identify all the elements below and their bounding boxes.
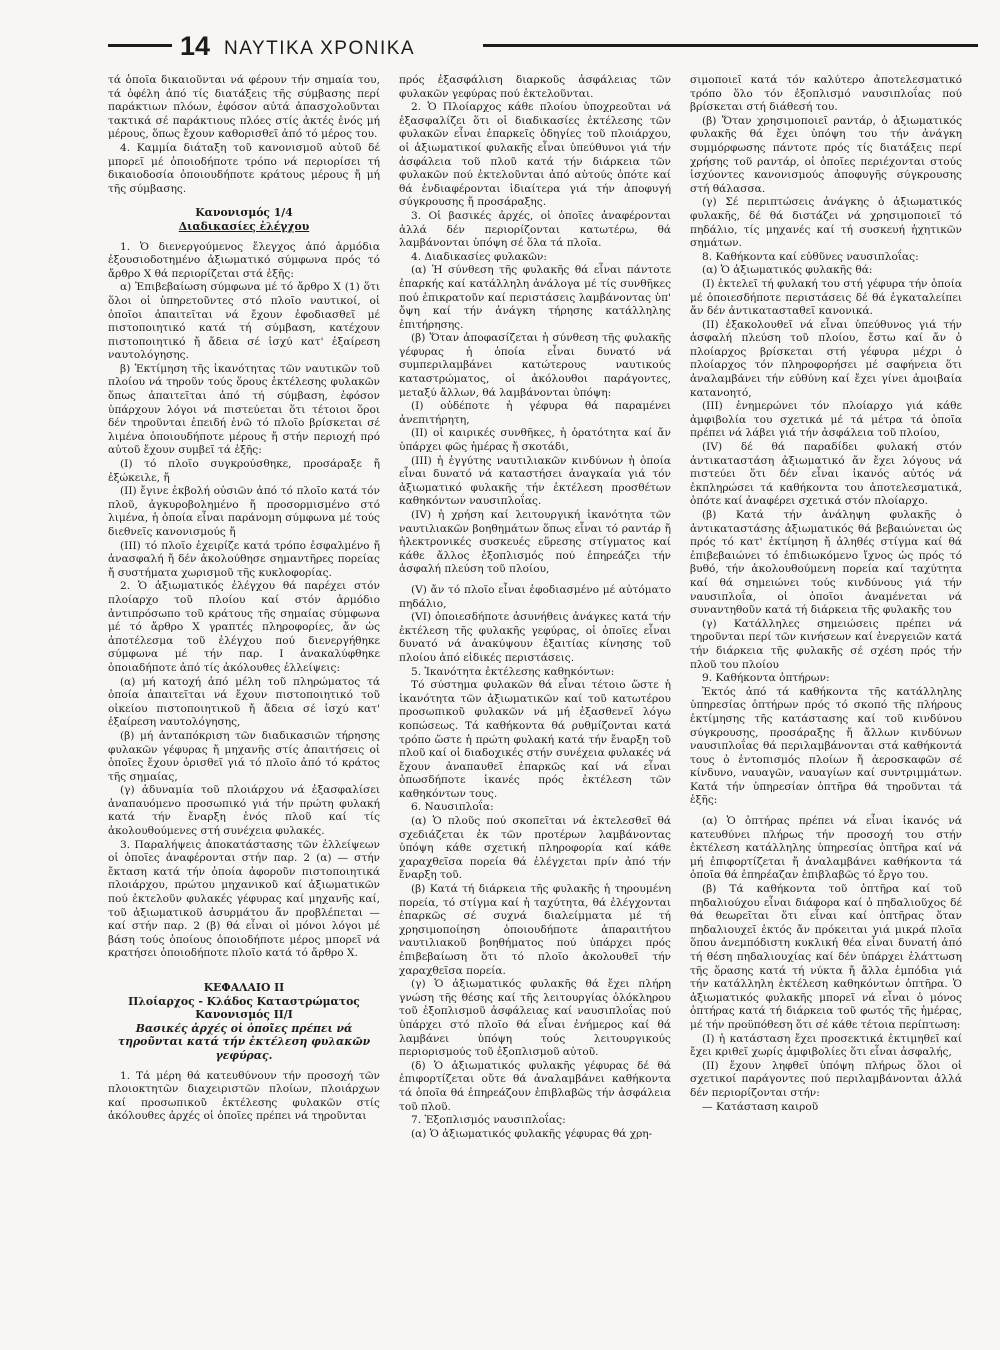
paragraph: σιμοποιεῖ κατά τόν καλύτερο ἀποτελεσματικό τρόπο ὅλο τόν ἐξοπλισμό ναυσιπλοΐας πού βρίσκεται στή διάθεσή του. [690, 74, 962, 114]
paragraph: (β) Τά καθήκοντα τοῦ ὀπτῆρα καί τοῦ πηδαλιούχου εἶναι διάφορα καί ὁ πηδαλιοῦχος δέ θά θεωρεῖται ὅτι εἶναι καί ὀπτῆρας ὅταν πηδαλιουχεῖ ἐκτός ἄν πρόκειται γιά μικρά πλοῖα ὅπου ἀνεμπόδιστη κυκλική θέα εἶναι δυνατή ἀπό τή θέση πηδαλιουχίας καί δέν ὑπάρχει ἐλάττωση τῆς ὅρασης κατά τή νύκτα ἤ ἄλλα ἐμπόδια γιά τήν κατάλληλη ἐκτέλεση καθηκόντων ὀπτῆρα. Ὁ ἀξιωματικός φυλακῆς μπορεῖ νά εἶναι ὁ μόνος ὀπτήρας κατά τή διάρκεια τοῦ φωτός τῆς ἡμέρας, μέ τήν προϋπόθεση ὅτι σέ κάθε τέτοια περίπτωση: [690, 883, 962, 1031]
paragraph: (α) Ὁ ὀπτήρας πρέπει νά εἶναι ἱκανός νά κατευθύνει πλήρως τήν προσοχή του στήν ἐκτέλεση κατάλληλης ὑπηρεσίας ὀπτῆρα καί νά μή ἐπιφορτίζεται ἤ ἀναλαμβάνει καθήκοντα τά ὁποῖα θά ἐπηρέαζαν ἐπιβλαβῶς τό ἔργο του. [690, 815, 962, 882]
paragraph: (γ) Ὁ ἀξιωματικός φυλακῆς θά ἔχει πλήρη γνώση τῆς θέσης καί τῆς λειτουργίας ὁλόκληρου τοῦ ἐξοπλισμοῦ ἀσφάλειας καί ναυσιπλοΐας πού ὑπάρχει στό πλοῖο θά εἶναι ἐνήμερος καί θά λαμβάνει ὑπόψη τούς λειτουργικούς περιορισμούς τοῦ ἐξοπλισμοῦ αὐτοῦ. [399, 978, 671, 1059]
paragraph: β) Ἐκτίμηση τῆς ἱκανότητας τῶν ναυτικῶν τοῦ πλοίου νά τηροῦν τούς ὅρους ἐκτέλεσης φυλακῶν ὅπως ἀπαιτεῖται ἀπό τή σύμβαση, ἐφόσον ὑπάρχουν λόγοι νά πιστεύεται ὅτι τέτοιοι ὅροι δέν τηροῦνται ἐπειδή ἐνῶ τό πλοῖο βρίσκεται σέ λιμένα ὁποιουδήποτε μέρους ἤ στήν περιοχή πρό αὐτοῦ ἔχουν συμβεῖ τά ἑξῆς: [108, 362, 380, 457]
paragraph: 3. Παραλήψεις ἀποκατάστασης τῶν ἐλλείψεων οἱ ὁποῖες ἀναφέρονται στήν παρ. 2 (α) — στήν ἔκταση κατά τήν ὁποία ἀφοροῦν πιστοποιητικά πλοιάρχου, πρώτου μηχανικοῦ καί ἀξιωματικῶν πού ἐκτελοῦν φυλακές γέφυρας καί μηχανῆς καί, τοῦ ἀξιωματικοῦ ἀσυρμάτου ἄν προβλέπεται — καί στήν παρ. 2 (β) θά εἶναι οἱ μόνοι λόγοι μέ βάση τούς ὁποίους ὁποιοδήποτε μέρος μπορεῖ νά κρατήσει ὁποιοδήποτε πλοῖο κατά τό ἄρθρο Χ. [108, 838, 380, 960]
paragraph: (ΙΙ) ἔχουν ληφθεῖ ὑπόψη πλήρως ὅλοι οἱ σχετικοί παράγοντες πού περιλαμβάνονται ἀλλά δέν περιορίζονται στήν: [690, 1059, 962, 1099]
paragraph: (Ι) ἡ κατάσταση ἔχει προσεκτικά ἐκτιμηθεῖ καί ἔχει κριθεῖ χωρίς ἀμφιβολίες ὅτι εἶναι ἀσφαλής, [690, 1032, 962, 1059]
paragraph: (α) Ὁ πλοῦς πού σκοπεῖται νά ἐκτελεσθεῖ θά σχεδιάζεται ἐκ τῶν προτέρων λαμβάνοντας ὑπόψη κάθε σχετική πληροφορία καί κάθε χαραχθεῖσα πορεία θά ἐλέγχεται πρίν ἀπό τήν ἔναρξη τοῦ. [399, 815, 671, 882]
paragraph: 2. Ὁ ἀξιωματικός ἐλέγχου θά παρέχει στόν πλοίαρχο τοῦ πλοίου καί στόν ἁρμόδιο ἀντιπρόσωπο τοῦ κράτους τῆς σημαίας σύμφωνα μέ τό ἄρθρο Χ γραπτές πληροφορίες, ἄν ὡς ἀποτέλεσμα τοῦ ἐλέγχου πού διενεργήθηκε σύμφωνα μέ τήν παρ. Ι ἀνακαλύφθηκε ὁποιαδήποτε ἀπό τίς ἀκόλουθες ἐλλείψεις: [108, 580, 380, 674]
paragraph: (ΙV) δέ θά παραδίδει φυλακή στόν ἀντικαταστάση ἀξιωματικό ἄν ἔχει λόγους νά πιστεύει ὅτι δέν εἶναι ἱκανός αὐτός νά ἐκπληρώσει τά καθήκοντα του ἀποτελεσματικά, ὁπότε καί ἀναφέρει σχετικά στόν πλοίαρχο. [690, 441, 962, 508]
paragraph: 2. Ὁ Πλοίαρχος κάθε πλοίου ὑποχρεοῦται νά ἐξασφαλίζει ὅτι οἱ διαδικασίες ἐκτέλεσης τῶν φυλακῶν εἶναι ἐπαρκεῖς ὁδηγίες τοῦ πλοιάρχου, οἱ ἀξιωματικοί φυλακῆς εἶναι ὑπεύθυνοι γιά τήν ἀσφάλεια τοῦ πλοῦ κατά τήν διάρκεια τῶν φυλακῶν πού ἐκτελοῦνται ἀπό αὐτούς ὁπότε καί θά ἐνδιαφέρονται ἰδιαίτερα γιά τήν ἀποφυγή σύγκρουσης ἤ προσάραξης. [399, 101, 671, 209]
regulation-heading: Κανονισμός ΙΙ/Ι [195, 1008, 293, 1022]
paragraph: (β) Κατά τή διάρκεια τῆς φυλακῆς ἡ τηρουμένη πορεία, τό στίγμα καί ἡ ταχύτητα, θά ἐλέγχονται ἐπαρκῶς σέ συχνά διαλείμματα μέ τή χρησιμοποίηση ὁποιουδήποτε ἀπαραιτήτου ναυτιλιακοῦ βοηθήματος πού ὑπάρχει πρός ἐπιβεβαίωση ὅτι τό πλοῖο ἀκολουθεῖ τήν χαραχθεῖσα πορεία. [399, 883, 671, 977]
paragraph: (β) Ὅταν ἀποφασίζεται ἡ σύνθεση τῆς φυλακῆς γέφυρας ἡ ὁποία εἶναι δυνατό νά συμπεριλαμβάνει κατώτερους ναυτικούς καταστρώματος, οἱ ἀκόλουθοι παράγοντες, μεταξύ ἄλλων, θά λαμβάνονται ὑπόψη: [399, 332, 671, 399]
paragraph: Ἐκτός ἀπό τά καθήκοντα τῆς κατάλληλης ὑπηρεσίας ὀπτήρων πρός τό σκοπό τῆς πλήρους ἐκτίμησης τῆς κατάστασης καί τοῦ κινδύνου σύγκρουσης, προσάραξης ἤ ἄλλων κινδύνων ναυσιπλοΐας θά περιλαμβάνονται στά καθήκοντά τους ὁ ἐντοπισμός πλοίων ἤ ἀεροσκαφῶν σέ κίνδυνο, ναυαγῶν, ναυαγίων καί συντριμμάτων. Κατά τήν ὑπηρεσίαν ὀπτῆρα θά τηροῦνται τά ἑξῆς: [690, 685, 962, 807]
paragraph: (α) μή κατοχή ἀπό μέλη τοῦ πληρώματος τά ὁποία ἀπαιτεῖται νά ἔχουν πιστοποιητικό τοῦ οἰκείου πιστοποιητικοῦ ἤ ἄδεια σέ ἰσχύ κατ' ἐξαίρεση ναυτολόγησης, [108, 675, 380, 729]
paragraph: 7. Ἐξοπλισμός ναυσιπλοΐας: [411, 1114, 566, 1127]
paragraph: (Ι) ἐκτελεῖ τή φυλακή του στή γέφυρα τήν ὁποία μέ ὁποιεσδήποτε περιστάσεις δέ θά ἐγκαταλείπει ἄν δέν ἀντικατασταθεῖ κανονικά. [690, 277, 962, 318]
paragraph: (β) Κατά τήν ἀνάληψη φυλακῆς ὁ ἀντικαταστάσης ἀξιωματικός θά βεβαιώνεται ὡς πρός τό κατ' ἐκτίμηση ἤ ἀληθές στίγμα καί θά ἐπιβεβαιώνει τό ἐπιδιωκόμενο ἴχνος ὡς πρός τό βυθό, τήν ἀκολουθούμενη πορεία καί ταχύτητα καί θά σημειώνει τούς κινδύνους γιά τήν ναυσιπλοΐα, οἱ ὁποῖοι ἀναμένεται νά συναντηθοῦν κατά τή διάρκεια τῆς φυλακῆς του [690, 509, 962, 617]
paragraph: (VI) ὁποιεσδήποτε ἀσυνήθεις ἀνάγκες κατά τήν ἐκτέλεση τῆς φυλακῆς γεφύρας, οἱ ὁποῖες εἶναι δυνατό νά ἀνακύψουν ἐξαιτίας κίνησης τοῦ πλοίου ἀπό εἰδικές περιστάσεις. [399, 611, 671, 664]
article-body [108, 74, 978, 1324]
page-header [108, 30, 978, 62]
paragraph: (ΙΙΙ) τό πλοῖο ἐχειρίζε κατά τρόπο ἐσφαλμένο ἤ ἀνασφαλή ἤ δέν ἀκολούθησε σημαντῆρες πορείας ἤ συστήματα χωρισμοῦ τῆς κυκλοφορίας. [108, 539, 380, 579]
column-2 [399, 74, 671, 1324]
paragraph: (γ) Κατάλληλες σημειώσεις πρέπει νά τηροῦνται περί τῶν κινήσεων καί ἐνεργειῶν κατά τήν διάρκεια τῆς φυλακῆς σέ σχέση πρός τήν πλοῦ του πλοίου [690, 617, 962, 671]
paragraph: (ΙΙΙ) ἡ ἐγγύτης ναυτιλιακῶν κινδύνων ἡ ὁποία εἶναι δυνατό νά καταστήσει ἀναγκαία γιά τόν ἀξιωματικό φυλακῆς τήν ἐκτέλεση προσθέτων καθηκόντων ναυσιπλοΐας. [399, 454, 671, 508]
paragraph: (ΙΙ) οἱ καιρικές συνθῆκες, ἡ ὁρατότητα καί ἄν ὑπάρχει φῶς ἡμέρας ἤ σκοτάδι, [399, 427, 671, 454]
paragraph: 3. Οἱ βασικές ἀρχές, οἱ ὁποῖες ἀναφέρονται ἀλλά δέν περιορίζονται κατωτέρω, θά λαμβάνονται ὑπόψη σέ ὅλα τά πλοῖα. [399, 209, 671, 250]
magazine-title: ΝΑΥΤΙΚΑ ΧΡΟΝΙΚΑ [224, 38, 416, 59]
column-3 [690, 74, 962, 1324]
column-1 [108, 74, 380, 1324]
paragraph: (γ) ἀδυναμία τοῦ πλοιάρχου νά ἐξασφαλίσει ἀναπαυόμενο προσωπικό γιά τήν πρώτη φυλακή κατά τήν ἔναρξη ἑνός πλοῦ καί τίς ἀκολουθούμενες στή συνέχεια φυλακές. [108, 784, 380, 838]
paragraph: 1. Ὁ διενεργούμενος ἔλεγχος ἀπό ἁρμόδια ἐξουσιοδοτημένο ἀξιωματικό σύμφωνα πρός τό ἄρθρο Χ θά περιορίζεται στά ἑξῆς: [108, 240, 380, 280]
paragraph: (ΙΙ) ἐξακολουθεῖ νά εἶναι ὑπεύθυνος γιά τήν ἀσφαλή πλεύση τοῦ πλοίου, ἔστω καί ἄν ὁ πλοίαρχος βρίσκεται στή γέφυρα μέχρι ὁ πλοίαρχος τόν πληροφορήσει μέ σαφήνεια ὅτι ἀναλαμβάνει τήν εὐθύνη καί ἔχει γίνει ἀμοιβαία κατανοητό, [690, 318, 962, 399]
paragraph: 5. Ἱκανότητα ἐκτέλεσης καθηκόντων: [411, 665, 615, 678]
paragraph: — Κατάσταση καιροῦ [702, 1100, 819, 1113]
header-rule-right [483, 44, 978, 47]
paragraph: 4. Καμμία διάταξη τοῦ κανονισμοῦ αὐτοῦ δέ μπορεῖ μέ ὁποιοδήποτε τρόπο νά περιορίσει τή δικαιοδοσία ὁποιουδήποτε κράτους μέρους ἤ μή τῆς σύμβασης. [108, 141, 380, 195]
paragraph: (β) Ὅταν χρησιμοποιεῖ ραντάρ, ὁ ἀξιωματικός φυλακῆς θά ἔχει ὑπόψη του τήν ἀνάγκη συμμόρφωσης πάντοτε πρός τίς διατάξεις περί χρήσης τοῦ ραντάρ, οἱ ὁποῖες περιέχονται στούς ἰσχύοντες κανονισμούς ἀποφυγῆς σύγκρουσης στή θάλασσα. [690, 114, 962, 195]
paragraph: (γ) Σέ περιπτώσεις ἀνάγκης ὁ ἀξιωματικός φυλακῆς, δέ θά διστάζει νά χρησιμοποιεῖ τό πηδάλιο, τίς μηχανές καί τή συσκευή ἠχητικῶν σημάτων. [690, 196, 962, 250]
paragraph: (ΙΙΙ) ἐνημερώνει τόν πλοίαρχο γιά κάθε ἀμφιβολία του σχετικά μέ τά μέτρα τά ὁποῖα πρέπει νά λάβει γιά τήν ἀσφάλεια τοῦ πλοίου, [690, 400, 962, 440]
header-rule-left [108, 44, 172, 47]
paragraph: 6. Ναυσιπλοΐα: [411, 801, 494, 814]
paragraph: (α) Ὁ ἀξιωματικός φυλακῆς γέφυρας θά χρη- [411, 1127, 653, 1140]
regulation-title: Βασικές ἀρχές οἱ ὁποῖες πρέπει νά τηροῦνται κατά τήν ἐκτέλεση φυλακῶν γεφύρας. [117, 1021, 371, 1062]
paragraph: (ΙV) ἡ χρήση καί λειτουργική ἱκανότητα τῶν ναυτιλιακῶν βοηθημάτων ὅπως εἶναι τό ραντάρ ἤ ἠλεκτρονικές συσκευές εὕρεσης στίγματος καί κάθε ἄλλος ἐξοπλισμός πού ἐπηρεάζει τήν ἀσφαλή πλεύση τοῦ πλοίου, [399, 509, 671, 576]
paragraph: Τό σύστημα φυλακῶν θά εἶναι τέτοιο ὥστε ἡ ἱκανότητα τῶν ἀξιωματικῶν καί τοῦ κατωτέρου προσωπικοῦ φυλακῶν νά μή ἐξασθενεῖ λόγω κοπώσεως. Τά καθήκοντα θά ρυθμίζονται κατά τρόπο ὥστε ἡ πρώτη φυλακή κατά τήν ἔναρξη τοῦ πλοῦ καί οἱ διαδοχικές στήν συνέχεια φυλακές νά ἔχουν ἀναπαυθεῖ ἐπαρκῶς καί νά εἶναι ὁπωσδήποτε ἱκανές πρός ἐκτέλεση τῶν καθηκόντων τους. [399, 679, 671, 800]
paragraph: (ΙΙ) ἔγινε ἐκβολή οὐσιῶν ἀπό τό πλοῖο κατά τόν πλοῦ, ἀγκυροβολημένο ἤ προσορμισμένο στό λιμένα, ἡ ὁποία εἶναι παράνομη σύμφωνα μέ τούς διεθνεῖς κανονισμούς ἤ [108, 485, 380, 538]
paragraph: (α) Ἡ σύνθεση τῆς φυλακῆς θά εἶναι πάντοτε ἐπαρκής καί κατάλληλη ἀνάλογα μέ τίς συνθῆκες πού ἐπικρατοῦν καί περιστάσεις λαμβάνοντας ὑπ' ὄψη καί τήν ἀνάγκη τήρησης κατάλληλης ἐπιτήρησης. [399, 264, 671, 331]
paragraph: (V) ἄν τό πλοῖο εἶναι ἐφοδιασμένο μέ αὐτόματο πηδάλιο, [399, 583, 671, 610]
paragraph: α) Ἐπιβεβαίωση σύμφωνα μέ τό ἄρθρο Χ (1) ὅτι ὅλοι οἱ ὑπηρετοῦντες στό πλοῖο ναυτικοί, οἱ ὁποῖοι ἀπαιτεῖται νά ἔχουν ἐφοδιασθεῖ μέ πιστοποιητικό κατά τή σύμβαση, κατέχουν πιστοποιητικό ἤ ἄδεια σέ ἰσχύ κατ' ἐξαίρεση ναυτολόγησης. [108, 281, 380, 362]
paragraph: τά ὁποῖα δικαιοῦνται νά φέρουν τήν σημαία του, τά ὀφέλη ἀπό τίς διατάξεις τῆς σύμβασης περί παράκτιων πλόων, ἐφόσον αὐτά ἀπασχολοῦνται τακτικά σέ παράκτιους πλόες στίς ἀκτές ἑνός μή μέρους, ὅπως ἔχουν καθορισθεῖ ἀπό τό μέρος του. [108, 74, 380, 141]
paragraph: 4. Διαδικασίες φυλακῶν: [411, 250, 547, 263]
paragraph: πρός ἐξασφάλιση διαρκοῦς ἀσφάλειας τῶν φυλακῶν γεφύρας πού ἐκτελοῦνται. [399, 74, 671, 100]
paragraph: (Ι) οὐδέποτε ἡ γέφυρα θά παραμένει ἀνεπιτήρητη, [399, 400, 671, 426]
paragraph: 1. Τά μέρη θά κατευθύνουν τήν προσοχή τῶν πλοιοκτητῶν διαχειριστῶν πλοίων, πλοιάρχων καί προσωπικοῦ ἐκτέλεσης φυλακῶν στίς ἀκόλουθες ἀρχές οἱ ὁποῖες πρέπει νά τηροῦνται [108, 1069, 380, 1123]
chapter-heading: ΚΕΦΑΛΑΙΟ ΙΙ [203, 981, 285, 994]
paragraph: (α) Ὁ ἀξιωματικός φυλακῆς θά: [702, 264, 873, 277]
paragraph: (Ι) τό πλοῖο συγκρούσθηκε, προσάραξε ἤ ἐξώκειλε, ἤ [108, 458, 380, 484]
regulation-subheading: Διαδικασίες ἐλέγχου [178, 219, 310, 233]
regulation-heading: Κανονισμός 1/4 [195, 206, 293, 220]
paragraph: 8. Καθήκοντα καί εὐθῦνες ναυσιπλοΐας: [702, 250, 919, 263]
paragraph: (β) μή ἀνταπόκριση τῶν διαδικασιῶν τήρησης φυλακῶν γέφυρας ἤ μηχανῆς στίς ἀπαιτήσεις οἱ ὁποῖες ἔχουν ὁρισθεῖ γιά τό πλοῖο ἀπό τό κράτος τῆς σημαίας, [108, 729, 380, 783]
paragraph: (δ) Ὁ ἀξιωματικός φυλακῆς γέφυρας δέ θά ἐπιφορτίζεται οὔτε θά ἀναλαμβάνει καθήκοντα τά ὁποῖα θά ἐπηρεάζουν ἐπιβλαβῶς τήν ἀσφάλεια τοῦ πλοῦ. [399, 1059, 671, 1113]
paragraph: 9. Καθήκοντα ὀπτήρων: [702, 672, 830, 685]
chapter-subheading: Πλοίαρχος - Κλάδος Καταστρώματος [128, 994, 360, 1008]
page-number: 14 [180, 31, 211, 61]
